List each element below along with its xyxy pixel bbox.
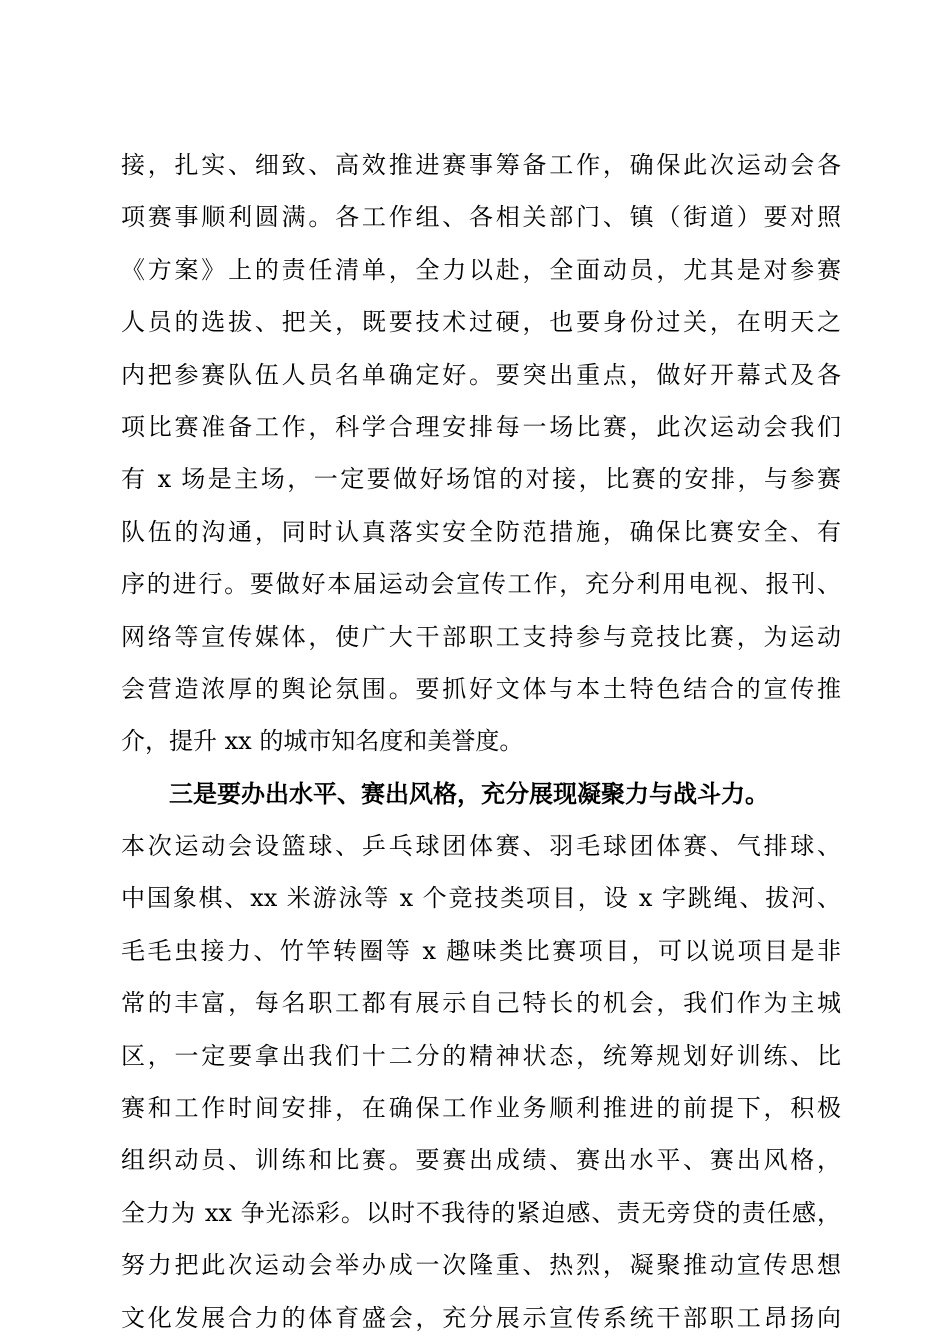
text-line: 序的进行。要做好本届运动会宣传工作，充分利用电视、报刊、	[121, 570, 841, 599]
text-line: 全力为 xx 争光添彩。以时不我待的紧迫感、责无旁贷的责任感，	[121, 1198, 841, 1227]
text-line: 队伍的沟通，同时认真落实安全防范措施，确保比赛安全、有	[121, 517, 841, 546]
text-line: 人员的选拔、把关，既要技术过硬，也要身份过关，在明天之	[121, 308, 841, 337]
text-line: 网络等宣传媒体，使广大干部职工支持参与竞技比赛，为运动	[121, 622, 841, 651]
text-line: 项比赛准备工作，科学合理安排每一场比赛，此次运动会我们	[121, 412, 841, 441]
text-line: 组织动员、训练和比赛。要赛出成绩、赛出水平、赛出风格，	[121, 1146, 841, 1175]
text-line: 区，一定要拿出我们十二分的精神状态，统筹规划好训练、比	[121, 1041, 841, 1070]
text-line: 本次运动会设篮球、乒乓球团体赛、羽毛球团体赛、气排球、	[121, 832, 841, 861]
text-line: 毛毛虫接力、竹竿转圈等 x 趣味类比赛项目，可以说项目是非	[121, 936, 841, 965]
text-line: 会营造浓厚的舆论氛围。要抓好文体与本土特色结合的宣传推	[121, 674, 841, 703]
text-line: 中国象棋、xx 米游泳等 x 个竞技类项目，设 x 字跳绳、拔河、	[121, 884, 841, 913]
text-line: 文化发展合力的体育盛会，充分展示宣传系统干部职工昂扬向	[121, 1303, 841, 1332]
text-line: 项赛事顺利圆满。各工作组、各相关部门、镇（街道）要对照	[121, 203, 841, 232]
text-line: 常的丰富，每名职工都有展示自己特长的机会，我们作为主城	[121, 989, 841, 1018]
text-line: 接，扎实、细致、高效推进赛事筹备工作，确保此次运动会各	[121, 151, 841, 179]
text-line: 介，提升 xx 的城市知名度和美誉度。	[121, 727, 524, 756]
text-line: 有 x 场是主场，一定要做好场馆的对接，比赛的安排，与参赛	[121, 465, 841, 494]
text-line: 内把参赛队伍人员名单确定好。要突出重点，做好开幕式及各	[121, 360, 841, 389]
text-line: 努力把此次运动会举办成一次隆重、热烈，凝聚推动宣传思想	[121, 1251, 841, 1280]
document-body	[121, 139, 841, 1344]
text-line: 赛和工作时间安排，在确保工作业务顺利推进的前提下，积极	[121, 1094, 841, 1123]
section-heading: 三是要办出水平、赛出风格，充分展现凝聚力与战斗力。	[169, 778, 769, 808]
text-line: 《方案》上的责任清单，全力以赴，全面动员，尤其是对参赛	[121, 255, 841, 284]
